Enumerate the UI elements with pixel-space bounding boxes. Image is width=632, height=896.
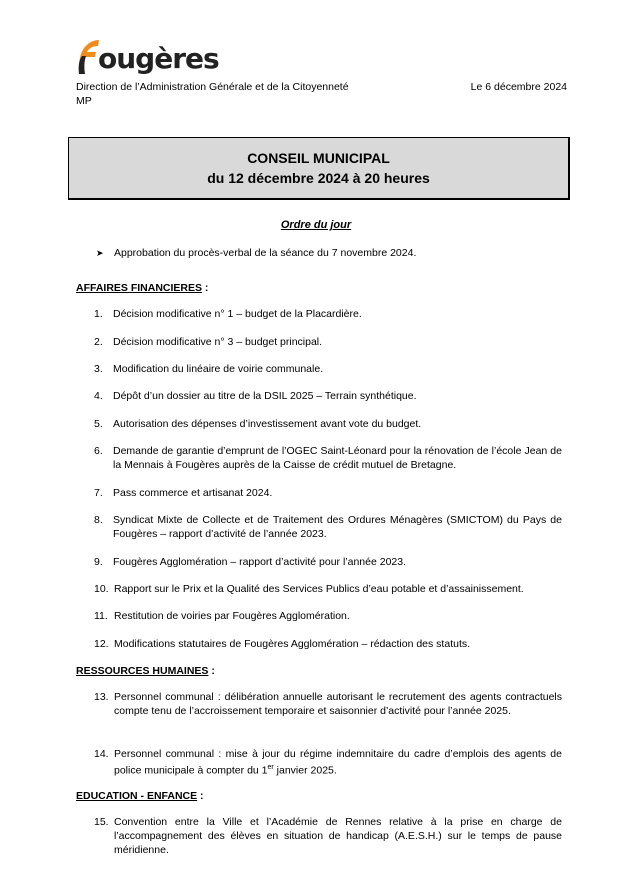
- list-item: 2. Décision modificative n° 3 – budget principal.: [94, 336, 323, 348]
- list-item: 8. Syndicat Mixte de Collecte et de Traitement des Ordures Ménagères (SMICTOM) du Pays de Fougères – rapport d’activité de l’année 2023.: [94, 514, 562, 540]
- title-box: [68, 137, 570, 200]
- logo-text: ougères: [98, 42, 219, 75]
- list-item: 6. Demande de garantie d’emprunt de l’OGEC Saint-Léonard pour la rénovation de l’école Jean de la Mennais à Fougères auprès de la Caisse de crédit mutuel de Bretagne.: [94, 445, 562, 471]
- list-item: 15. Convention entre la Ville et l’Académie de Rennes relative à la prise en charge de l’accompagnement des élèves en situation de handicap (A.E.S.H.) sur le temps de pause méridienne.: [94, 816, 562, 856]
- document-date: Le 6 décembre 2024: [470, 81, 567, 93]
- arrow-right-icon: ➤: [96, 248, 104, 258]
- agenda-heading: Ordre du jour: [280, 219, 352, 231]
- list-item: 5. Autorisation des dépenses d’investissement avant vote du budget.: [94, 418, 422, 430]
- author-initials: MP: [76, 95, 92, 107]
- bullet-text: Approbation du procès-verbal de la séance du 7 novembre 2024.: [114, 247, 417, 259]
- fougeres-logo: [76, 38, 219, 78]
- title-line-1: CONSEIL MUNICIPAL: [247, 150, 390, 166]
- header-sender: [76, 80, 349, 108]
- section-heading-finances: AFFAIRES FINANCIERES :: [76, 282, 209, 294]
- list-item: 10. Rapport sur le Prix et la Qualité des Services Publics d’eau potable et d’assainissement.: [94, 583, 524, 595]
- list-item: 3. Modification du linéaire de voirie communale.: [94, 363, 324, 375]
- list-item: 12. Modifications statutaires de Fougères Agglomération – rédaction des statuts.: [94, 638, 471, 650]
- list-item: 1. Décision modificative n° 1 – budget de la Placardière.: [94, 308, 362, 320]
- list-item: 9. Fougères Agglomération – rapport d’activité pour l’année 2023.: [94, 556, 407, 568]
- agenda-bullet: [96, 246, 416, 260]
- logo-f-icon: [76, 38, 100, 76]
- title-line-2: du 12 décembre 2024 à 20 heures: [207, 170, 430, 186]
- section-heading-rh: RESSOURCES HUMAINES :: [76, 665, 215, 677]
- department-name: Direction de l’Administration Générale et de la Citoyenneté: [76, 81, 349, 93]
- list-item: 7. Pass commerce et artisanat 2024.: [94, 487, 273, 499]
- list-item: 4. Dépôt d’un dossier au titre de la DSIL 2025 – Terrain synthétique.: [94, 390, 417, 402]
- list-item: 14. Personnel communal : mise à jour du régime indemnitaire du cadre d’emplois des agents de police municipale à compter du 1er janvier 2025.: [94, 748, 562, 777]
- list-item: 13. Personnel communal : délibération annuelle autorisant le recrutement des agents contractuels compte tenu de l’accroissement temporaire et saisonnier d’activité pour l’année 2025.: [94, 691, 562, 717]
- list-item: 11. Restitution de voiries par Fougères Agglomération.: [94, 610, 350, 622]
- section-heading-education: EDUCATION - ENFANCE :: [76, 790, 204, 802]
